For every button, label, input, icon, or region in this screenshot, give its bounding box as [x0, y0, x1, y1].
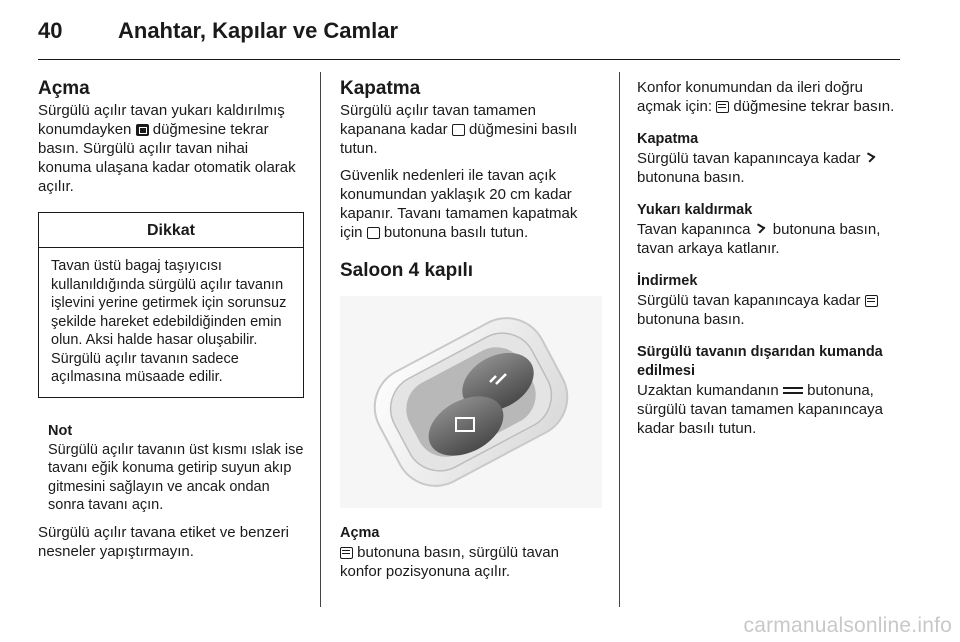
- sunroof-open-icon: [136, 124, 149, 136]
- raise-heading: Yukarı kaldırmak: [637, 202, 753, 218]
- sticker-warning: Sürgülü açılır tavana etiket ve benzeri nesneler yapıştırmayın.: [38, 523, 289, 560]
- safety-text-after: butonuna basılı tutun.: [383, 224, 529, 241]
- safety-text-before: Güvenlik nedenleri ile tavan açık konumundan yaklaşık 20 cm kadar kapanır. Tavanı tamamen kapatmak için: [340, 167, 578, 241]
- close-paragraph: [340, 101, 604, 158]
- remote-instructions: [637, 381, 909, 438]
- open-paragraph: [38, 101, 304, 196]
- close-text-after: butonuna basın.: [637, 169, 745, 186]
- column-divider-1: [320, 72, 321, 607]
- raise-text-before: Tavan kapanınca: [637, 221, 751, 238]
- sunroof-tilt-icon: [865, 153, 879, 165]
- column-divider-2: [619, 72, 620, 607]
- close-text-after: düğmesini basılı tutun.: [340, 121, 578, 157]
- open-text-after: düğmesine tekrar basın. Sürgülü açılır tavan nihai konuma ulaşana kadar otomatik olarak açılır.: [38, 121, 296, 195]
- sunroof-tilt-icon: [755, 224, 769, 236]
- lower-instructions: [637, 291, 909, 329]
- sunroof-comfort-icon: [340, 547, 353, 559]
- section-heading-open: Açma: [38, 78, 90, 99]
- sunroof-close-icon: [452, 124, 465, 136]
- remote-text-before: Uzaktan kumandanın: [637, 382, 779, 399]
- caution-box: [38, 212, 304, 398]
- further-open-paragraph: [637, 78, 909, 116]
- lower-heading: İndirmek: [637, 273, 698, 289]
- note-heading: Not: [48, 422, 73, 439]
- caution-title: Dikkat: [39, 213, 303, 248]
- close-text-before: Sürgülü açılır tavan tamamen kapanana kadar: [340, 102, 536, 138]
- note-block: [48, 422, 304, 515]
- sunroof-close-icon: [367, 227, 380, 239]
- remote-key-icon: [783, 387, 803, 394]
- column-1: [38, 78, 304, 561]
- page-title: Anahtar, Kapılar ve Camlar: [118, 18, 399, 43]
- further-open-before: Konfor konumundan da ileri doğru açmak için:: [637, 79, 863, 115]
- raise-instructions: [637, 220, 909, 258]
- header-rule: [38, 59, 900, 60]
- sunroof-switch-illustration: [340, 296, 602, 508]
- column-2: [340, 78, 604, 581]
- switch-drawing: [340, 296, 602, 508]
- safety-paragraph: [340, 166, 604, 242]
- column-3: [637, 78, 909, 438]
- note-body: Sürgülü açılır tavanın üst kısmı ıslak ise tavanı eğik konuma getirip suyun akıp gitmesini sağlayın ve ancak ondan sonra tavanı açın.: [48, 441, 304, 513]
- section-heading-close: Kapatma: [340, 78, 421, 99]
- lower-text-before: Sürgülü tavan kapanıncaya kadar: [637, 292, 861, 309]
- saloon-open-paragraph: [340, 543, 604, 581]
- section-heading-saloon: Saloon 4 kapılı: [340, 260, 474, 281]
- caution-body: Tavan üstü bagaj taşıyıcısı kullanıldığında sürgülü açılır tavanın işlevini yerine getirmek için sorunsuz şekilde hareket edebildiğinden emin olun. Aksi halde hasar oluşabilir. Sürgülü açılır tavanın sadece açılmasına müsaade edilir.: [51, 258, 287, 385]
- watermark: carmanualsonline.info: [743, 614, 952, 637]
- lower-text-after: butonuna basın.: [637, 311, 745, 328]
- remote-text-after: butonuna, sürgülü tavan tamamen kapanıncaya kadar basılı tutun.: [637, 382, 883, 437]
- further-open-after: düğmesine tekrar basın.: [733, 98, 895, 115]
- sunroof-comfort-icon: [716, 101, 729, 113]
- open-text-before: Sürgülü açılır tavan yukarı kaldırılmış konumdayken: [38, 102, 285, 138]
- page-number: 40: [38, 18, 63, 43]
- remote-heading: Sürgülü tavanın dışarıdan kumanda edilmesi: [637, 344, 883, 379]
- raise-text-after: butonuna basın, tavan arkaya katlanır.: [637, 221, 881, 257]
- saloon-open-text: butonuna basın, sürgülü tavan konfor pozisyonuna açılır.: [340, 544, 559, 580]
- page-header: [38, 18, 900, 58]
- close-text-before: Sürgülü tavan kapanıncaya kadar: [637, 150, 861, 167]
- close-instructions: [637, 149, 909, 187]
- saloon-open-heading: Açma: [340, 525, 380, 541]
- close-heading: Kapatma: [637, 131, 699, 147]
- sunroof-comfort-icon: [865, 295, 878, 307]
